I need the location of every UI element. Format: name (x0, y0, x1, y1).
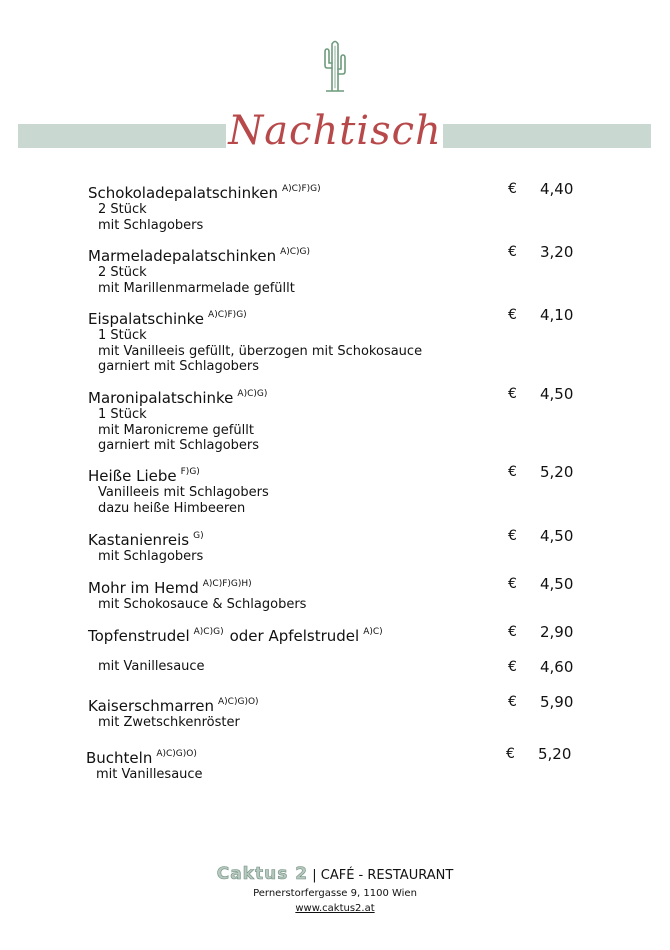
allergen-codes: G) (193, 531, 204, 541)
item-detail: 2 Stück (98, 202, 147, 217)
item-detail: mit Zwetschkenröster (98, 715, 240, 730)
item-name: Kaiserschmarren (88, 697, 214, 715)
item-price: 2,90 (540, 623, 574, 641)
website-link[interactable]: www.caktus2.at (295, 903, 375, 914)
item-name: Heiße Liebe (88, 467, 177, 485)
item-name: Marmeladepalatschinken (88, 247, 277, 265)
item-detail: mit Vanillesauce (98, 659, 205, 674)
item-name: Maronipalatschinke (88, 389, 234, 407)
cactus-icon (322, 38, 348, 92)
item-price: 4,50 (540, 575, 574, 593)
item-detail: mit Schlagobers (98, 217, 204, 233)
menu-item (88, 693, 588, 731)
item-name: Buchteln (86, 749, 153, 767)
item-detail: mit Maronicreme gefüllt (98, 422, 254, 438)
item-detail: mit Vanillesauce (96, 767, 203, 782)
item-name: Schokoladepalatschinken (88, 184, 278, 202)
currency-symbol: € (508, 528, 517, 544)
footer (0, 864, 670, 916)
menu-item (88, 623, 588, 645)
currency-symbol: € (506, 746, 515, 762)
menu-item (88, 658, 588, 676)
item-price: 4,10 (540, 306, 574, 324)
currency-symbol: € (508, 659, 517, 675)
item-detail: mit Marillenmarmelade gefüllt (98, 280, 295, 296)
currency-symbol: € (508, 464, 517, 480)
caktus-logo: Caktus 2 (216, 864, 309, 884)
item-price: 3,20 (540, 243, 574, 261)
item-name: Eispalatschinke (88, 310, 205, 328)
allergen-codes: A)C)G)O) (218, 697, 259, 707)
item-name: Topfenstrudel (88, 627, 190, 645)
allergen-codes: A)C)G) (280, 247, 311, 257)
menu-item (88, 306, 588, 375)
item-detail: mit Vanilleeis gefüllt, überzogen mit Schokosauce (98, 343, 423, 359)
allergen-codes-alt: A)C) (363, 627, 383, 637)
allergen-codes: A)C)F)G) (281, 184, 321, 194)
item-detail: 1 Stück (98, 407, 147, 422)
allergen-codes: A)C)G)O) (156, 749, 197, 759)
menu-item (86, 745, 586, 783)
item-detail: 2 Stück (98, 265, 147, 280)
restaurant-label: CAFÉ - RESTAURANT (320, 868, 454, 883)
page-title: Nachtisch (228, 108, 442, 154)
menu-item (88, 243, 588, 296)
item-price: 5,20 (538, 745, 572, 763)
item-price: 5,20 (540, 463, 574, 481)
brand-separator: | (312, 868, 317, 883)
currency-symbol: € (508, 694, 517, 710)
item-detail: mit Schokosauce & Schlagobers (98, 597, 307, 612)
brand-line (0, 864, 670, 886)
menu-item (88, 180, 588, 233)
allergen-codes: A)C)G) (237, 389, 268, 399)
currency-symbol: € (508, 624, 517, 640)
currency-symbol: € (508, 386, 517, 402)
item-detail: 1 Stück (98, 328, 147, 343)
currency-symbol: € (508, 244, 517, 260)
currency-symbol: € (508, 307, 517, 323)
allergen-codes: A)C)F)G)H) (202, 579, 252, 589)
item-detail: mit Schlagobers (98, 549, 204, 564)
currency-symbol: € (508, 576, 517, 592)
allergen-codes: A)C)G) (193, 627, 224, 637)
item-price: 4,60 (540, 658, 574, 676)
allergen-codes: F)G) (180, 467, 200, 477)
menu-item (88, 385, 588, 454)
address: Pernerstorfergasse 9, 1100 Wien (253, 888, 417, 899)
item-detail: garniert mit Schlagobers (98, 438, 260, 453)
item-price: 4,40 (540, 180, 574, 198)
menu-item (88, 463, 588, 516)
item-price: 4,50 (540, 527, 574, 545)
header-band-left (18, 124, 226, 148)
item-price: 4,50 (540, 385, 574, 403)
item-detail: Vanilleeis mit Schlagobers (98, 485, 269, 500)
item-name: Kastanienreis (88, 531, 190, 549)
currency-symbol: € (508, 181, 517, 197)
item-price: 5,90 (540, 693, 574, 711)
item-name: Mohr im Hemd (88, 579, 199, 597)
allergen-codes: A)C)F)G) (208, 310, 247, 320)
header-band-right (443, 124, 651, 148)
menu-item (88, 527, 588, 565)
item-detail: dazu heiße Himbeeren (98, 500, 246, 516)
item-detail: garniert mit Schlagobers (98, 359, 260, 374)
item-name-alt: oder Apfelstrudel (229, 627, 360, 645)
menu-item (88, 575, 588, 613)
